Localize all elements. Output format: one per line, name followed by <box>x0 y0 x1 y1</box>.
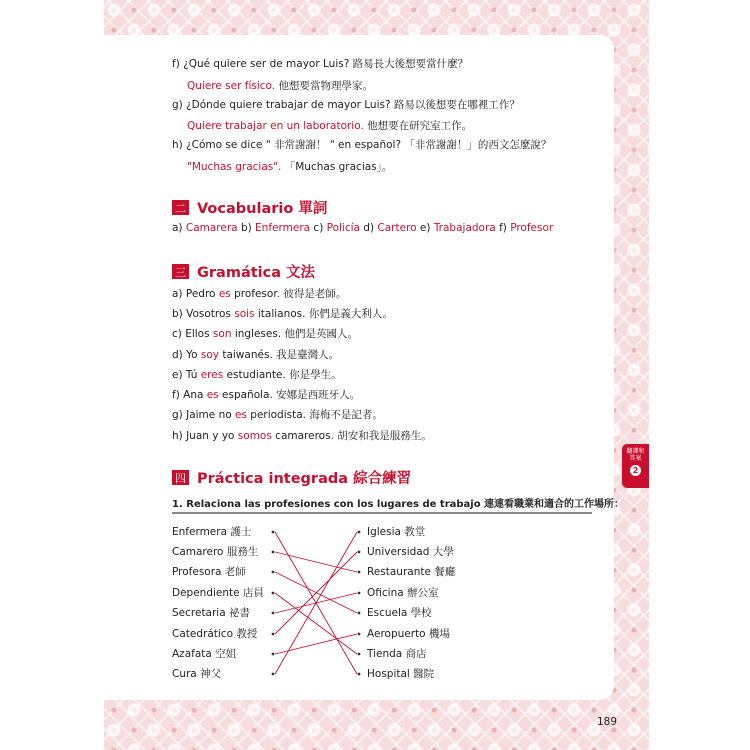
grammar-heading <box>172 261 315 282</box>
answer-g <box>187 118 472 133</box>
grammar-verb: soy <box>200 349 219 361</box>
grammar-verb: es <box>206 389 219 401</box>
profession-item: Catedrático 教授 <box>172 628 258 640</box>
section-number-badge: 二 <box>172 200 189 215</box>
grammar-line <box>172 286 346 301</box>
vocab-label: d) <box>359 222 378 234</box>
grammar-text: b) Vosotros <box>172 308 235 320</box>
grammar-verb: es <box>235 409 247 421</box>
workplace-item: Aeropuerto 機場 <box>367 628 450 640</box>
grammar-text: h) Juan y yo <box>172 430 238 442</box>
vocab-label: b) <box>237 222 256 234</box>
vocab-word: Camarera <box>185 222 238 234</box>
chapter-side-tab[interactable] <box>622 444 649 488</box>
grammar-text: c) Ellos <box>172 328 213 340</box>
workplace-item: Universidad 大學 <box>367 546 454 558</box>
section-title: Práctica integrada 綜合練習 <box>197 471 412 487</box>
section-title: Gramática 文法 <box>197 265 316 281</box>
grammar-line <box>172 367 342 382</box>
workplace-item: Escuela 學校 <box>367 607 432 619</box>
grammar-line <box>172 407 383 422</box>
grammar-verb: sois <box>234 308 255 320</box>
answer-h-chinese: 「Muchas gracias」。 <box>281 161 393 173</box>
grammar-verb: eres <box>200 369 224 381</box>
vocab-label: f) <box>495 222 511 234</box>
vocab-word: Profesor <box>510 222 554 234</box>
grammar-verb: son <box>212 328 232 340</box>
vocab-label: e) <box>416 222 434 234</box>
exercise-instruction: 1. Relaciona las profesiones con los lugares de trabajo 連連看職業和適合的工作場所： <box>172 499 625 510</box>
question-g: g) ¿Dónde quiere trabajar de mayor Luis? 路易以後想要在哪裡工作？ <box>172 99 520 111</box>
grammar-text: a) Pedro <box>172 288 219 300</box>
answer-f-chinese: 他想要當物理學家。 <box>275 80 373 92</box>
grammar-text: estudiante. 你是學生。 <box>223 369 342 381</box>
vocab-label: a) <box>172 222 186 234</box>
grammar-text: española. 安娜是西班牙人。 <box>218 389 361 401</box>
side-tab-label: 翻譯和答案 <box>626 448 645 462</box>
grammar-text: camareros. 胡安和我是服務生。 <box>271 430 432 442</box>
grammar-verb: es <box>218 288 231 300</box>
profession-item: Azafata 空姐 <box>172 648 237 660</box>
answer-f-spanish: Quiere ser físico. <box>187 80 276 92</box>
answer-g-chinese: 他想要在研究室工作。 <box>363 120 473 132</box>
workplace-item: Oficina 辦公室 <box>367 587 439 599</box>
grammar-text: profesor. 彼得是老師。 <box>230 288 347 300</box>
profession-item: Secretaria 祕書 <box>172 607 251 619</box>
page-number: 189 <box>597 716 618 728</box>
instruction-divider <box>172 512 592 514</box>
practice-heading <box>172 467 411 488</box>
vocab-word: Trabajadora <box>433 222 496 234</box>
workplace-item: Tienda 商店 <box>367 648 427 660</box>
grammar-line <box>172 326 358 341</box>
vocab-label: c) <box>310 222 327 234</box>
question-h: h) ¿Cómo se dice " 非常謝謝！ " en español? 「非常謝謝！」的西文怎麼說？ <box>172 139 552 151</box>
profession-item: Dependiente 店員 <box>172 587 264 599</box>
profession-item: Camarero 服務生 <box>172 546 259 558</box>
grammar-text: ingleses. 他們是英國人。 <box>231 328 359 340</box>
grammar-text: g) Jaime no <box>172 409 235 421</box>
grammar-line <box>172 387 360 402</box>
grammar-text: d) Yo <box>172 349 201 361</box>
question-f: f) ¿Qué quiere ser de mayor Luis? 路易長大後想要當什麼？ <box>172 58 469 70</box>
grammar-line <box>172 428 432 443</box>
grammar-line <box>172 306 393 321</box>
section-number-badge: 四 <box>172 470 189 485</box>
answer-h-spanish: "Muchas gracias". <box>187 161 282 173</box>
grammar-line <box>172 347 339 362</box>
section-title: Vocabulario 單詞 <box>197 201 328 217</box>
answer-f <box>187 78 373 93</box>
workplace-item: Iglesia 教堂 <box>367 526 426 538</box>
section-number-badge: 三 <box>172 264 189 279</box>
grammar-text: italianos. 你們是義大利人。 <box>254 308 393 320</box>
grammar-text: taiwanés. 我是臺灣人。 <box>219 349 340 361</box>
side-tab-number: 2 <box>630 465 641 476</box>
vocabulary-heading <box>172 197 327 218</box>
grammar-verb: somos <box>237 430 272 442</box>
grammar-text: periodista. 海梅不是記者。 <box>246 409 383 421</box>
vocab-word: Cartero <box>377 222 417 234</box>
vocabulary-answers <box>172 222 553 234</box>
profession-item: Cura 神父 <box>172 668 222 680</box>
grammar-text: e) Tú <box>172 369 201 381</box>
profession-item: Enfermera 護士 <box>172 526 252 538</box>
answer-h <box>187 159 392 174</box>
workplace-item: Hospital 醫院 <box>367 668 435 680</box>
vocab-word: Policía <box>326 222 360 234</box>
grammar-text: f) Ana <box>172 389 207 401</box>
vocab-word: Enfermera <box>255 222 311 234</box>
profession-item: Profesora 老師 <box>172 566 246 578</box>
answer-g-spanish: Quiere trabajar en un laboratorio. <box>187 120 364 132</box>
workplace-item: Restaurante 餐廳 <box>367 566 456 578</box>
